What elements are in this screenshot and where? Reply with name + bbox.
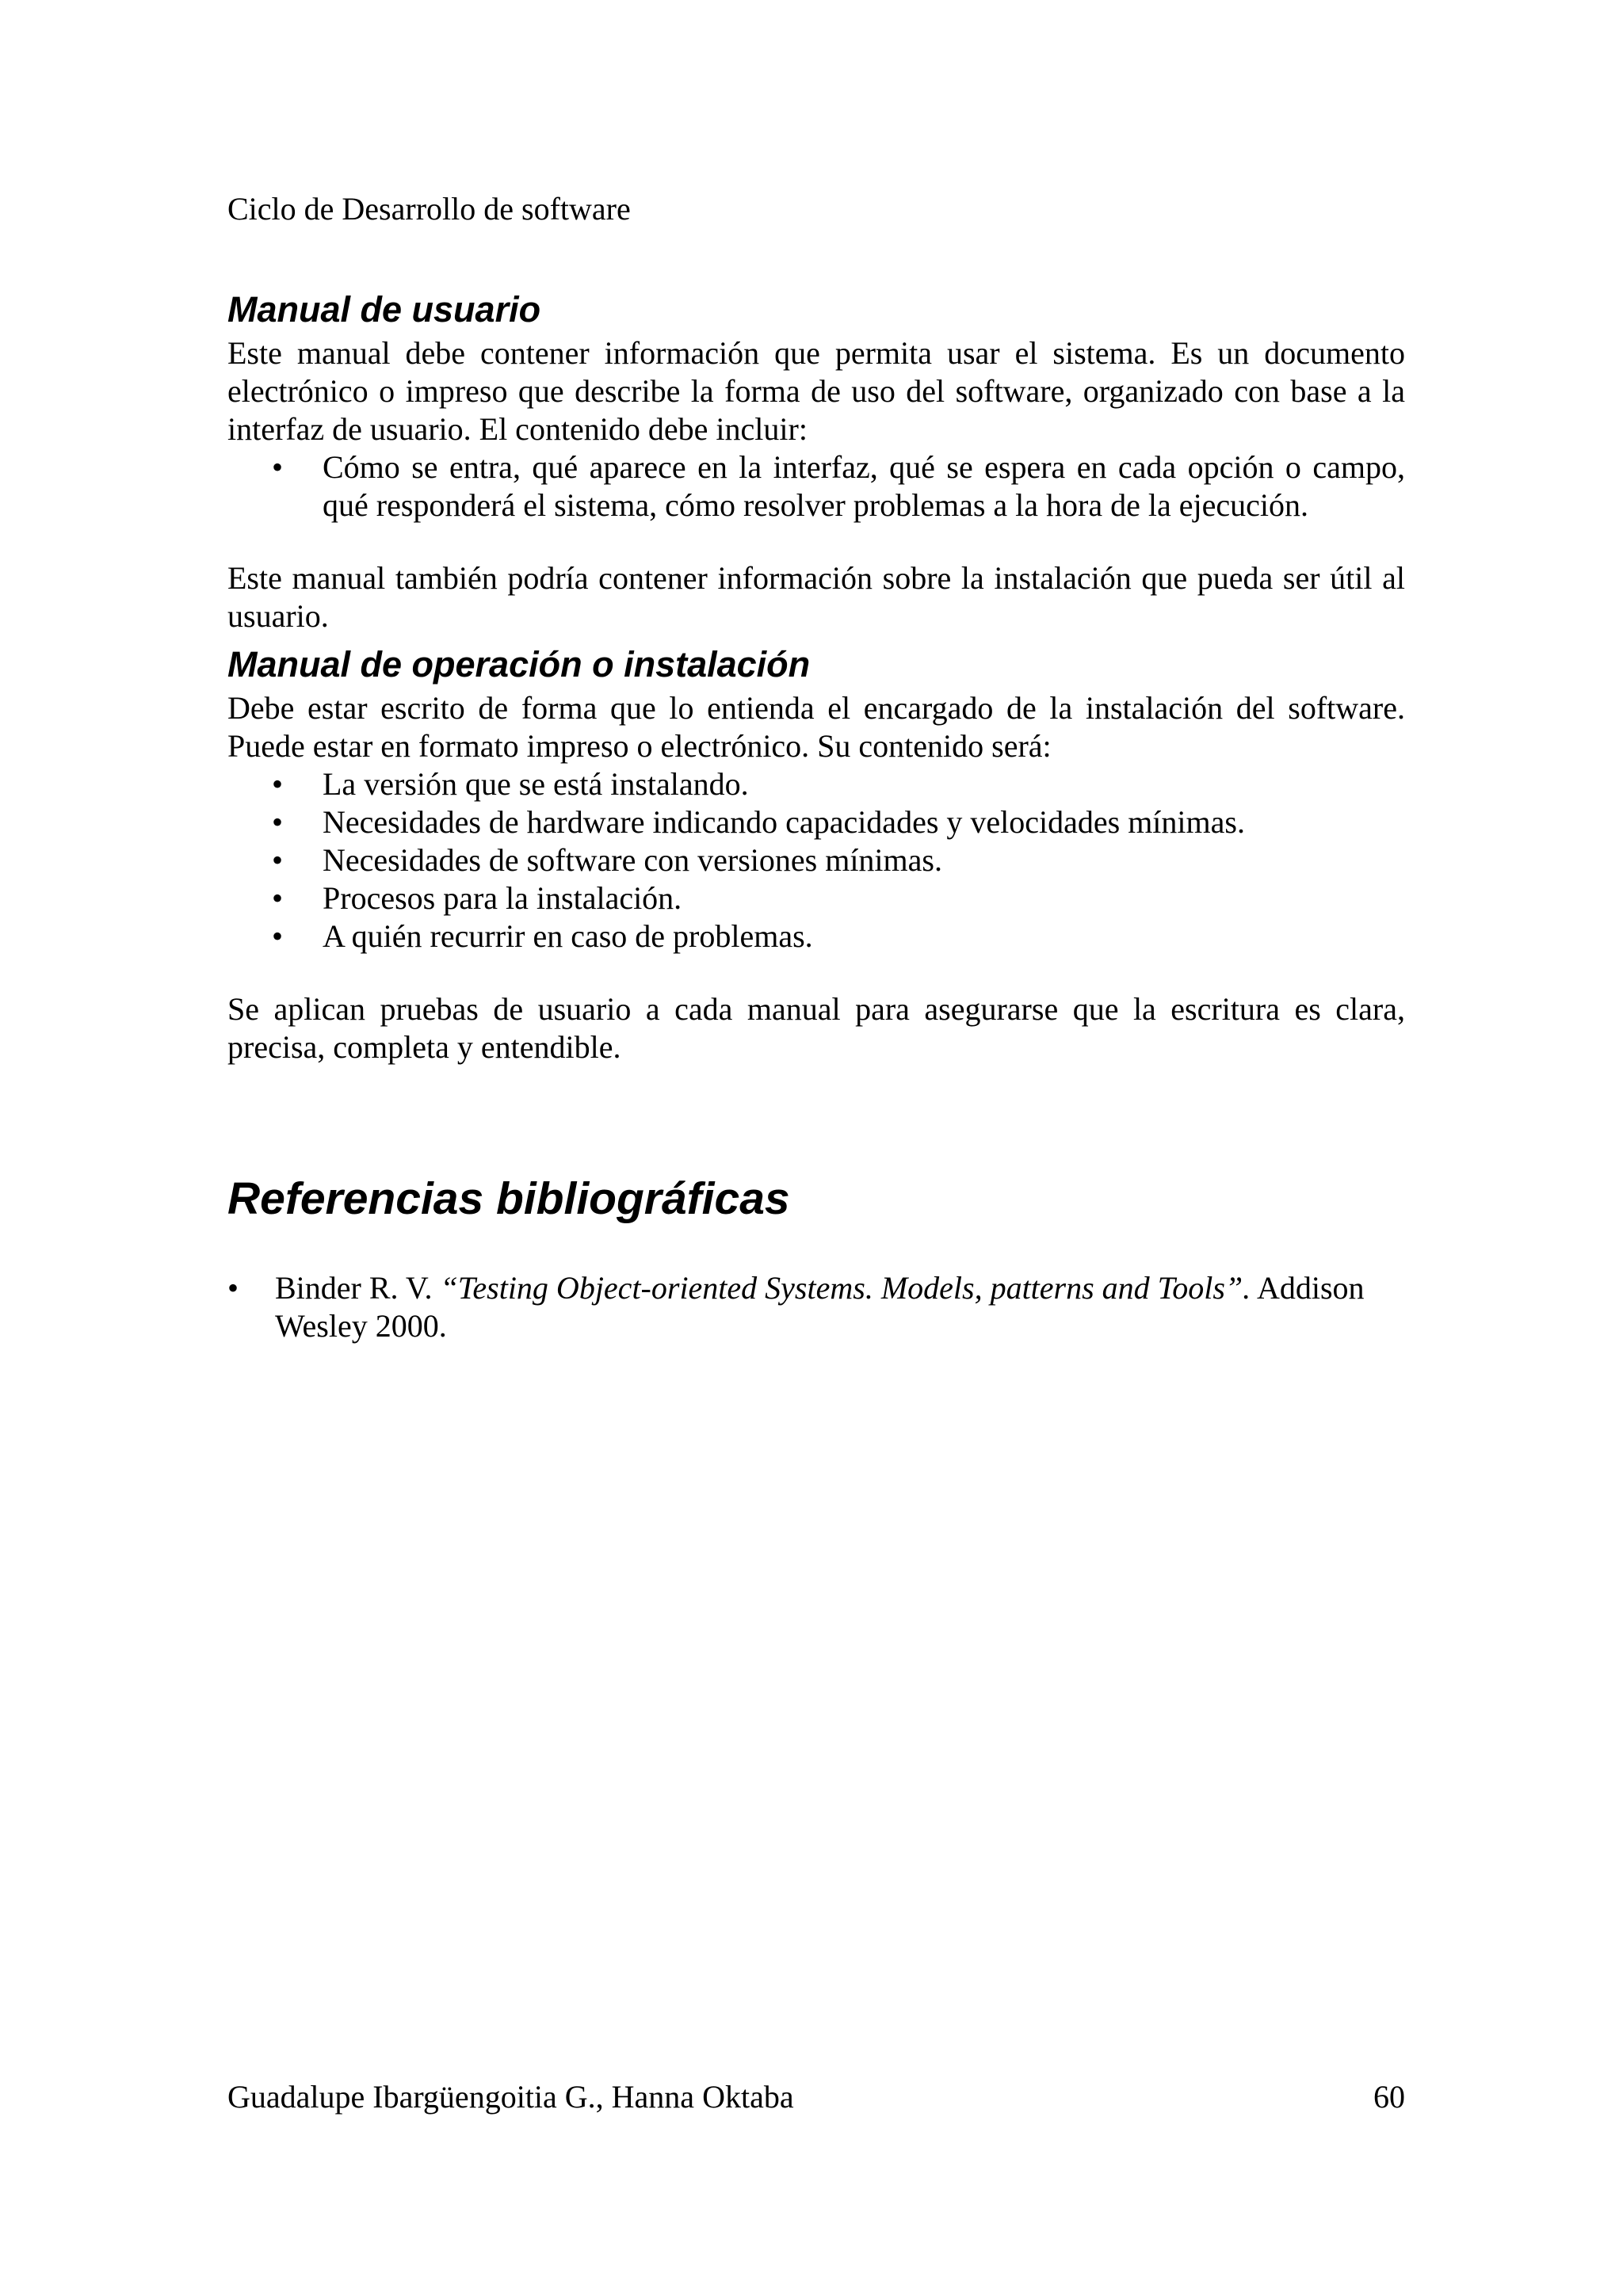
section-title-manual-usuario: Manual de usuario [227,289,541,330]
footer-authors: Guadalupe Ibargüengoitia G., Hanna Oktaba [227,2079,794,2115]
list-manual-usuario [227,448,1405,524]
list-item: • La versión que se está instalando. [323,765,1405,803]
reference-title: “Testing Object-oriented Systems. Models, patterns and Tools”. [440,1270,1251,1306]
running-header: Ciclo de Desarrollo de software [227,191,631,227]
page-number: 60 [1373,2079,1405,2115]
reference-item [275,1269,1405,1345]
list-item: • A quién recurrir en caso de problemas. [323,917,1405,955]
paragraph-manual-operacion-closing: Se aplican pruebas de usuario a cada manual para asegurarse que la escritura es clara, precisa, completa y entendible. [227,991,1405,1065]
list-item: • Necesidades de software con versiones mínimas. [323,841,1405,879]
paragraph-manual-usuario-closing: Este manual también podría contener información sobre la instalación que pueda ser útil al usuario. [227,560,1405,634]
page-content [227,285,1405,1345]
list-item: • Procesos para la instalación. [323,879,1405,917]
page-footer [227,2078,1405,2116]
section-title-manual-operacion: Manual de operación o instalación [227,644,811,685]
paragraph-manual-usuario-intro: Este manual debe contener información que permita usar el sistema. Es un documento electrónico o impreso que describe la forma de uso del software, organizado con base a la interfaz de usuario. El contenido debe incluir: [227,335,1405,447]
list-item: • Cómo se entra, qué aparece en la interfaz, qué se espera en cada opción o campo, qué responderá el sistema, cómo resolver problemas a la hora de la ejecución. [323,448,1405,524]
list-item: • Necesidades de hardware indicando capacidades y velocidades mínimas. [323,803,1405,841]
reference-list [227,1269,1405,1345]
reference-author: Binder R. V. [275,1270,441,1306]
paragraph-manual-operacion-intro: Debe estar escrito de forma que lo entienda el encargado de la instalación del software. Puede estar en formato impreso o electrónico. Su contenido será: [227,690,1405,764]
reference-publisher: Addison Wesley 2000. [275,1270,1365,1344]
section-title-referencias: Referencias bibliográficas [227,1173,790,1224]
list-manual-operacion [227,765,1405,955]
